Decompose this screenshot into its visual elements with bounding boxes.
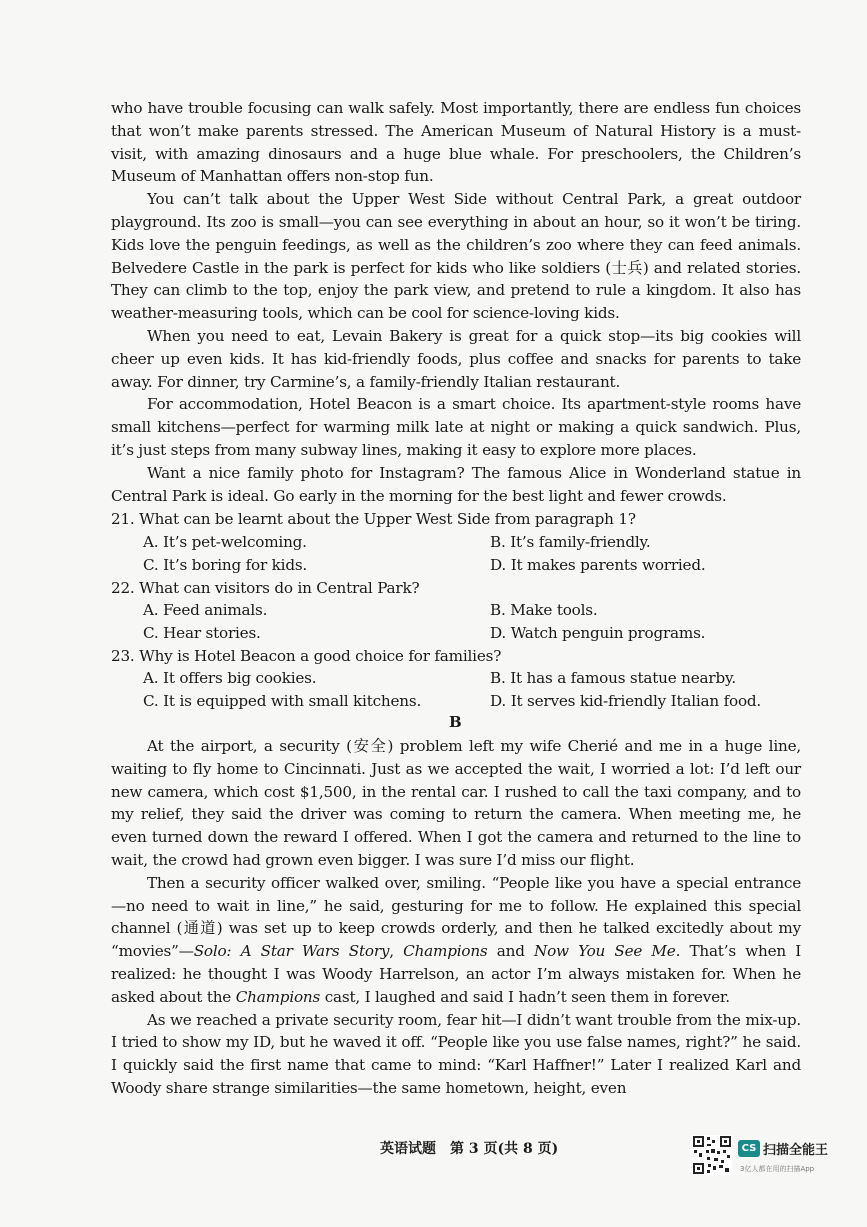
passage-b-paragraph-1: At the airport, a security (安全) problem left my wife Cherié and me in a huge line, waiting to fly home to Cincinnati. Just as we accepted the wait, I worried a lot: I’d left our new camera, which cost $1,500, in the rental car. I rushed to call the taxi company, and to my relief, they said the driver was coming to return the camera. When meeting me, he even turned down the reward I offered. When I got the camera and returned to the line to wait, the crowd had grown even bigger. I was sure I’d miss our flight. [111,737,801,869]
question-23-option-a[interactable]: A. It offers big cookies. [143,669,317,687]
question-21-option-d[interactable]: D. It makes parents worried. [490,556,706,574]
movie-title-champions-cast: Champions [235,987,321,1006]
question-22-option-d[interactable]: D. Watch penguin programs. [490,624,706,642]
question-21-option-a[interactable]: A. It’s pet-welcoming. [143,533,307,551]
qr-code-icon [692,1135,732,1175]
question-22-option-b[interactable]: B. Make tools. [490,601,598,619]
question-23-option-c[interactable]: C. It is equipped with small kitchens. [143,692,422,710]
movie-title-champions: Champions [403,942,488,961]
passage-b-p2-part-a: Then a security officer walked over, smiling. “People like you have a special entrance—no need to wait in line,” he said, gesturing for me to follow. He explained this special channel (通道) was set up to keep crowds orderly, and then he talked excitedly about my “movies”— [111,873,801,961]
passage-a-paragraph-3: When you need to eat, Levain Bakery is great for a quick stop—its big cookies will cheer up even kids. It has kid-friendly foods, plus coffee and snacks for parents to take away. For dinner, try Carmine’s, a family-friendly Italian restaurant. [111,326,801,391]
question-21-stem: 21. What can be learnt about the Upper West Side from paragraph 1? [111,510,636,528]
passage-b [111,735,801,1100]
passage-b-paragraph-2 [111,872,801,1009]
passage-a-paragraph-4: For accommodation, Hotel Beacon is a smart choice. Its apartment-style rooms have small kitchens—perfect for warming milk late at night or making a quick sandwich. Plus, it’s just steps from many subway lines, making it easy to explore more places. [111,395,801,459]
passage-a-paragraph-5: Want a nice family photo for Instagram? The famous Alice in Wonderland statue in Central Park is ideal. Go early in the morning for the best light and fewer crowds. [111,463,801,505]
passage-a-paragraph-2: You can’t talk about the Upper West Side without Central Park, a great outdoor playground. Its zoo is small—you can see everything in about an hour, so it won’t be tiring. Kids love the penguin feedings, as well as the children’s zoo where they can feed animals. Belvedere Castle in the park is perfect for kids who like soldiers (士兵) and related stories. They can climb to the top, enjoy the park view, and pretend to rule a kingdom. It also has weather-measuring tools, which can be cool for science-loving kids. [111,190,801,323]
question-23-stem: 23. Why is Hotel Beacon a good choice for families? [111,647,502,665]
section-b-heading: B [449,713,462,731]
scanner-tagline: 3亿人都在用的扫描App [740,1165,815,1173]
movie-and: and [487,942,534,961]
passage-a-paragraph-1: who have trouble focusing can walk safely. Most importantly, there are endless fun choices that won’t make parents stressed. The American Museum of Natural History is a must-visit, with amazing dinosaurs and a huge blue whale. For preschoolers, the Children’s Museum of Manhattan offers non-stop fun. [111,99,801,186]
page-footer: 英语试题 第 3 页(共 8 页) [380,1141,559,1157]
movie-separator: , [389,942,404,961]
passage-b-p2-part-c: cast, I laughed and said I hadn’t seen them in forever. [320,987,730,1006]
question-21-option-c[interactable]: C. It’s boring for kids. [143,556,308,574]
question-22-stem: 22. What can visitors do in Central Park? [111,579,420,597]
movie-title-solo: Solo: A Star Wars Story [193,942,390,961]
passage-b-paragraph-3: As we reached a private security room, fear hit—I didn’t want trouble from the mix-up. I tried to show my ID, but he waved it off. “People like you use false names, right?” he said. I quickly said the first name that came to mind: “Karl Haffner!” Later I realized Karl and Woody share strange similarities—the same hometown, height, even [111,1010,801,1097]
question-21-option-b[interactable]: B. It’s family-friendly. [490,533,651,551]
question-23-option-d[interactable]: D. It serves kid-friendly Italian food. [490,692,762,710]
scanner-brand-name: 扫描全能王 [763,1143,829,1158]
passage-a [111,97,801,507]
question-22-option-c[interactable]: C. Hear stories. [143,624,261,642]
passage-b-p2-part-b: . That’s when I realized: he thought I was Woody Harrelson, an actor I’m always mistaken for. When he asked about the [111,942,801,1006]
camscanner-logo: CS [738,1140,760,1157]
question-23-option-b[interactable]: B. It has a famous statue nearby. [490,669,736,687]
question-22-option-a[interactable]: A. Feed animals. [143,601,268,619]
movie-title-now-you-see-me: Now You See Me [534,942,676,961]
